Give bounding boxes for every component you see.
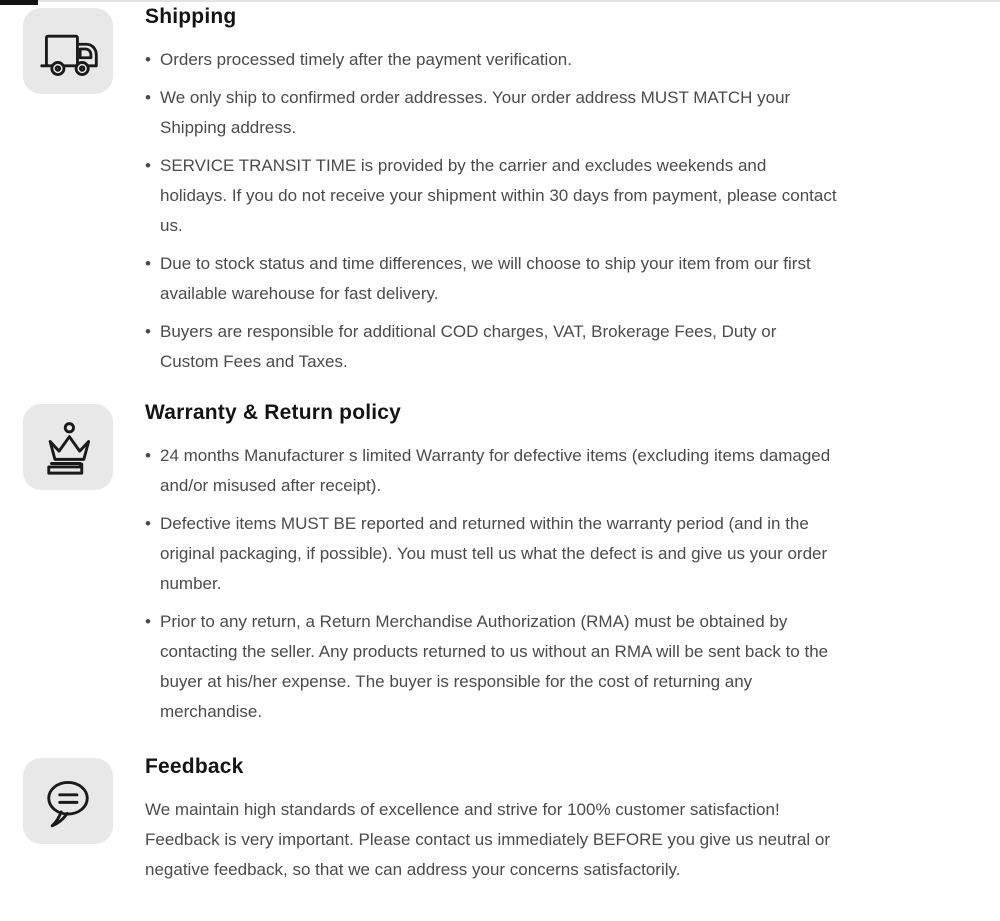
shipping-bullet-4: • Due to stock status and time differences, we will choose to ship your item from our first available warehouse for fast delivery. [145, 249, 837, 309]
warranty-bullet-3: • Prior to any return, a Return Merchandise Authorization (RMA) must be obtained by contacting the seller. Any products returned to us without an RMA will be sent back to the buyer at his/her expense. The buyer is responsible for the cost of returning any merchandise. [145, 607, 837, 727]
warranty-bullet-1: • 24 months Manufacturer s limited Warranty for defective items (excluding items damaged and/or misused after receipt). [145, 441, 837, 501]
shipping-icon-tile [23, 8, 113, 94]
warranty-icon-tile [23, 404, 113, 490]
warranty-title: Warranty & Return policy [145, 401, 402, 424]
shipping-bullet-list [145, 45, 837, 377]
feedback-section [23, 752, 845, 885]
speech-bubble-icon [35, 769, 101, 833]
feedback-paragraph: We maintain high standards of excellence and strive for 100% customer satisfaction! Feedback is very important. Please contact us immediately BEFORE you give us neutral or negative feedback, so that we can address your concerns satisfactorily. [145, 800, 831, 879]
shipping-section [23, 2, 845, 385]
crown-icon [35, 415, 101, 479]
feedback-title: Feedback [145, 755, 244, 778]
warranty-section [23, 398, 845, 735]
warranty-bullet-2: • Defective items MUST BE reported and returned within the warranty period (and in the original packaging, if possible). You must tell us what the defect is and give us your order number. [145, 509, 837, 599]
shipping-bullet-5: • Buyers are responsible for additional COD charges, VAT, Brokerage Fees, Duty or Custom Fees and Taxes. [145, 317, 837, 377]
shipping-title: Shipping [145, 5, 237, 28]
shipping-bullet-3: • SERVICE TRANSIT TIME is provided by the carrier and excludes weekends and holidays. If you do not receive your shipment within 30 days from payment, please contact us. [145, 151, 837, 241]
shipping-bullet-2: • We only ship to confirmed order addresses. Your order address MUST MATCH your Shipping address. [145, 83, 837, 143]
feedback-icon-tile [23, 758, 113, 844]
shipping-bullet-1: • Orders processed timely after the payment verification. [145, 45, 837, 75]
warranty-bullet-list [145, 441, 837, 727]
truck-icon [35, 20, 101, 82]
